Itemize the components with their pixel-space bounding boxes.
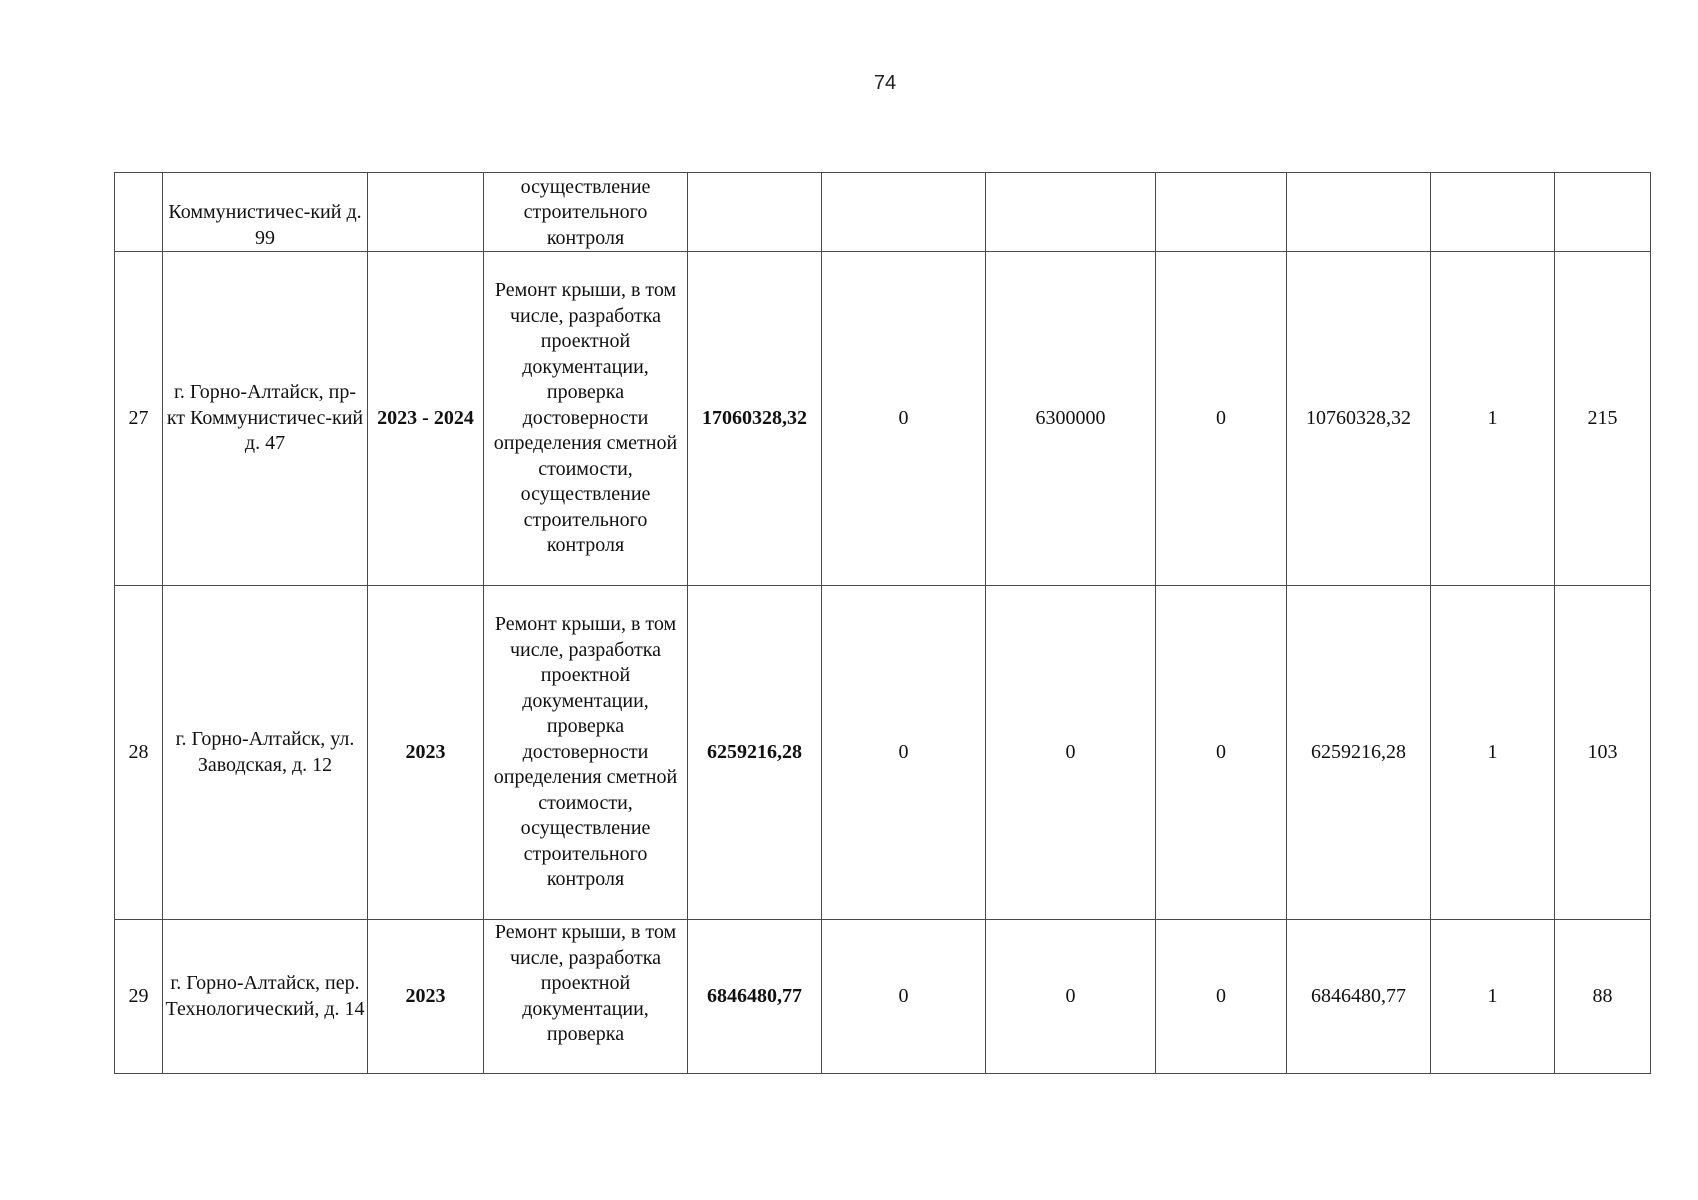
work-type-text: Ремонт крыши, в том числе, разработка проектной документации, проверка bbox=[494, 921, 677, 1045]
row-number-cell: 28 bbox=[115, 586, 163, 920]
value-cell: 0 bbox=[822, 586, 986, 920]
years-cell: 2023 bbox=[368, 586, 484, 920]
value-cell: 6259216,28 bbox=[1287, 586, 1431, 920]
value-cell: 1 bbox=[1431, 920, 1555, 1074]
total-cost-cell: 6846480,77 bbox=[688, 920, 822, 1074]
value-cell: 0 bbox=[1156, 920, 1287, 1074]
years-cell bbox=[368, 173, 484, 252]
value-cell: 6846480,77 bbox=[1287, 920, 1431, 1074]
row-number-cell: 29 bbox=[115, 920, 163, 1074]
years-cell: 2023 bbox=[368, 920, 484, 1074]
work-type-text: осуществление строительного контроля bbox=[520, 175, 651, 249]
years-cell: 2023 - 2024 bbox=[368, 252, 484, 586]
value-cell: 0 bbox=[986, 920, 1156, 1074]
value-cell: 0 bbox=[822, 252, 986, 586]
value-cell bbox=[1287, 173, 1431, 252]
address-cell bbox=[163, 173, 368, 252]
address-cell: г. Горно-Алтайск, ул. Заводская, д. 12 bbox=[163, 586, 368, 920]
work-type-cell bbox=[484, 173, 688, 252]
address-cell: г. Горно-Алтайск, пер. Технологический, д. 14 bbox=[163, 920, 368, 1074]
value-cell bbox=[1156, 173, 1287, 252]
value-cell: 0 bbox=[986, 586, 1156, 920]
total-cost-cell: 6259216,28 bbox=[688, 586, 822, 920]
value-cell: 1 bbox=[1431, 252, 1555, 586]
value-cell: 10760328,32 bbox=[1287, 252, 1431, 586]
total-cost-cell bbox=[688, 173, 822, 252]
value-cell: 103 bbox=[1555, 586, 1651, 920]
page-number: 74 bbox=[873, 72, 897, 94]
value-cell bbox=[986, 173, 1156, 252]
work-type-cell bbox=[484, 920, 688, 1074]
address-text: Коммунистичес-кий д. 99 bbox=[168, 201, 362, 249]
value-cell: 1 bbox=[1431, 586, 1555, 920]
work-type-cell: Ремонт крыши, в том числе, разработка проектной документации, проверка достоверности определения сметной стоимости, осуществление строительного контроля bbox=[484, 252, 688, 586]
work-type-cell: Ремонт крыши, в том числе, разработка проектной документации, проверка достоверности определения сметной стоимости, осуществление строительного контроля bbox=[484, 586, 688, 920]
table-row bbox=[115, 920, 1651, 1074]
value-cell: 0 bbox=[822, 920, 986, 1074]
address-cell: г. Горно-Алтайск, пр-кт Коммунистичес-кий д. 47 bbox=[163, 252, 368, 586]
table-row bbox=[115, 173, 1651, 252]
value-cell: 88 bbox=[1555, 920, 1651, 1074]
total-cost-cell: 17060328,32 bbox=[688, 252, 822, 586]
value-cell bbox=[822, 173, 986, 252]
value-cell: 0 bbox=[1156, 252, 1287, 586]
row-number-cell bbox=[115, 173, 163, 252]
table-row bbox=[115, 586, 1651, 920]
value-cell: 6300000 bbox=[986, 252, 1156, 586]
value-cell: 0 bbox=[1156, 586, 1287, 920]
capital-repair-table bbox=[114, 172, 1651, 1074]
value-cell bbox=[1431, 173, 1555, 252]
value-cell: 215 bbox=[1555, 252, 1651, 586]
row-number-cell: 27 bbox=[115, 252, 163, 586]
value-cell bbox=[1555, 173, 1651, 252]
table-row bbox=[115, 252, 1651, 586]
